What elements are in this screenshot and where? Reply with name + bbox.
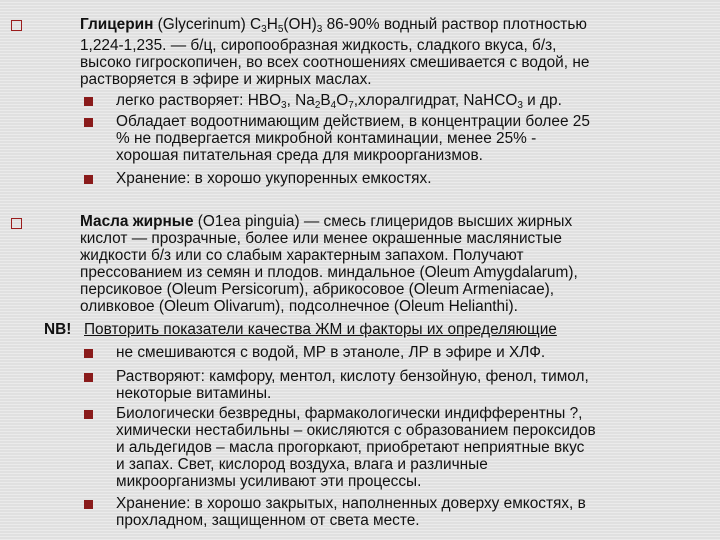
nb-bullet-3-line-4: и запах. Свет, кислород воздуха, влага и различные xyxy=(116,456,488,473)
glycerin-title: Глицерин xyxy=(80,16,154,33)
nb-bullet-2-line-2: некоторые витамины. xyxy=(116,385,272,402)
checkbox-icon xyxy=(11,218,22,229)
oils-title: Масла жирные xyxy=(80,213,194,230)
glycerin-line-2: 1,224-1,235. — б/ц, сиропообразная жидкость, сладкого вкуса, б/з, xyxy=(80,37,557,54)
oils-line-5: персиковое (Oleum Persicorum), абрикосовое (Oleum Armeniacae), xyxy=(80,281,555,298)
oils-line-4: прессованием из семян и плодов. миндальное (Oleum Amygdalarum), xyxy=(80,264,578,281)
oils-line-6: оливковое (Oleum Olivarum), подсолнечное (Oleum Helianthi). xyxy=(80,298,518,315)
nb-bullet-3-line-5: микроорганизмы усиливают эти процессы. xyxy=(116,473,422,490)
square-bullet-icon xyxy=(84,97,93,106)
glycerin-line-3: высоко гигроскопичен, во всех соотношениях смешивается с водой, не xyxy=(80,54,590,71)
square-bullet-icon xyxy=(84,410,93,419)
nb-bullet-3-line-3: и альдегидов – масла прогоркают, приобретают неприятные вкус xyxy=(116,439,585,456)
checkbox-icon xyxy=(11,20,22,31)
square-bullet-icon xyxy=(84,373,93,382)
square-bullet-icon xyxy=(84,175,93,184)
oils-line-3: жидкости б/з или со слабым характерным запахом. Получают xyxy=(80,247,524,264)
glycerin-bullet-2-line-3: хорошая питательная среда для микроорганизмов. xyxy=(116,147,483,164)
glycerin-bullet-2-line-1: Обладает водоотнимающим действием, в концентрации более 25 xyxy=(116,113,590,130)
nb-bullet-3-line-2: химически нестабильны – окисляются с образованием пероксидов xyxy=(116,422,596,439)
glycerin-bullet-2-line-2: % не подвергается микробной контаминации, менее 25% - xyxy=(116,130,537,147)
nb-bullet-1: не смешиваются с водой, МР в этаноле, ЛР в эфире и ХЛФ. xyxy=(116,344,546,361)
square-bullet-icon xyxy=(84,349,93,358)
nb-bullet-4-line-2: прохладном, защищенном от света месте. xyxy=(116,512,420,529)
square-bullet-icon xyxy=(84,118,93,127)
nb-label: NB! xyxy=(44,321,72,338)
nb-bullet-4-line-1: Хранение: в хорошо закрытых, наполненных доверху емкостях, в xyxy=(116,495,586,512)
glycerin-line-4: растворяется в эфире и жирных маслах. xyxy=(80,71,372,88)
nb-bullet-3-line-1: Биологически безвредны, фармакологически индифферентны ?, xyxy=(116,405,583,422)
nb-heading: Повторить показатели качества ЖМ и факторы их определяющие xyxy=(84,321,557,338)
glycerin-bullet-3: Хранение: в хорошо укупоренных емкостях. xyxy=(116,170,432,187)
square-bullet-icon xyxy=(84,500,93,509)
glycerin-line-1: Глицерин (Glycerinum) $C_3H_5(OH)_3$ 86-90% водный раствор плотностью xyxy=(80,16,587,35)
glycerin-bullet-1: легко растворяет: $HBO_3$, $Na_2B_4O_7,хлоралгидрат$, NaHCO$_3$ и др. xyxy=(116,92,562,111)
oils-line-2: кислот — прозрачные, более или менее окрашенные маслянистые xyxy=(80,230,562,247)
oils-line-1: Масла жирные (O1ea pinguia) — смесь глицеридов высших жирных xyxy=(80,213,573,230)
nb-bullet-2-line-1: Растворяют: камфору, ментол, кислоту бензойную, фенол, тимол, xyxy=(116,368,589,385)
